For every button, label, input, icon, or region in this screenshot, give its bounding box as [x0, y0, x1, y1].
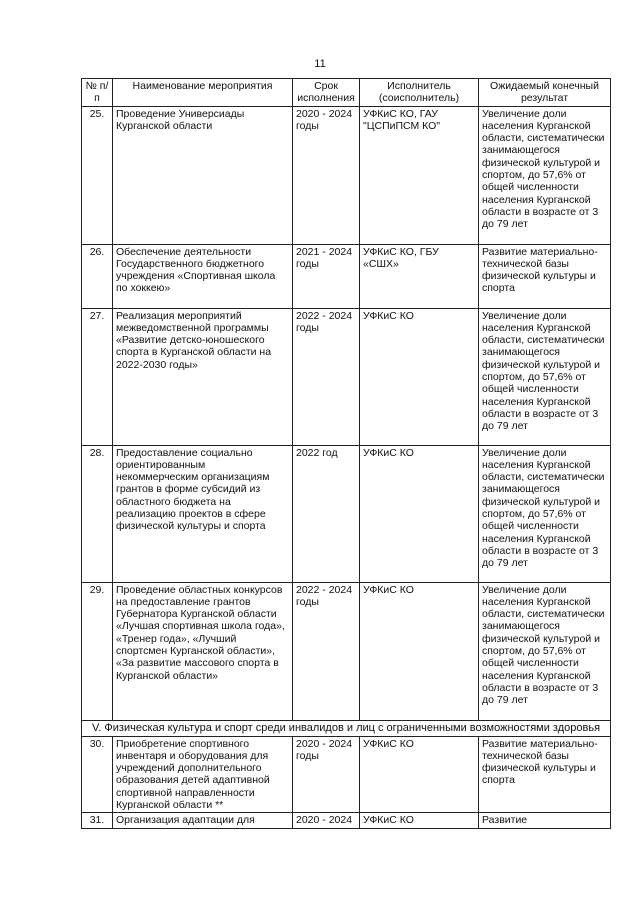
row-name: Предоставление социально ориентированным некоммерческим организациям грантов в форме субсидий из областного бюджета на реализацию проектов в сфере физической культуры и спорта	[113, 445, 293, 582]
row-num: 31.	[82, 813, 113, 828]
row-executor: УФКиС КО, ГБУ «СШХ»	[360, 244, 479, 308]
row-name: Реализация мероприятий межведомственной программы «Развитие детско-юношеского спорта в Курганской области на 2022-2030 годы»	[113, 308, 293, 445]
header-name: Наименование мероприятия	[113, 79, 293, 107]
measures-table	[81, 78, 611, 829]
table-row	[82, 308, 611, 445]
row-result: Увеличение доли населения Курганской области, систематически занимающегося физической культурой и спортом, до 57,6% от общей численности населения Курганской области в возрасте от 3 до 79 лет	[479, 445, 611, 582]
table-row	[82, 445, 611, 582]
row-result: Развитие	[479, 813, 611, 828]
header-term: Срок исполнения	[293, 79, 360, 107]
header-num: № п/п	[82, 79, 113, 107]
row-term: 2022 - 2024 годы	[293, 308, 360, 445]
row-name: Проведение Универсиады Курганской области	[113, 106, 293, 244]
row-executor: УФКиС КО	[360, 445, 479, 582]
row-num: 29.	[82, 582, 113, 720]
header-executor: Исполнитель (соисполнитель)	[360, 79, 479, 107]
row-result: Развитие материально-технической базы физической культуры и спорта	[479, 244, 611, 308]
table-header-row	[82, 79, 611, 107]
row-result: Увеличение доли населения Курганской области, систематически занимающегося физической культурой и спортом, до 57,6% от общей численности населения Курганской области в возрасте от 3 до 79 лет	[479, 106, 611, 244]
header-result: Ожидаемый конечный результат	[479, 79, 611, 107]
row-executor: УФКиС КО	[360, 813, 479, 828]
row-term: 2022 - 2024 годы	[293, 582, 360, 720]
row-term: 2020 - 2024 годы	[293, 106, 360, 244]
row-term: 2020 - 2024 годы	[293, 736, 360, 813]
row-num: 27.	[82, 308, 113, 445]
table-row	[82, 813, 611, 828]
table-row	[82, 106, 611, 244]
row-executor: УФКиС КО	[360, 308, 479, 445]
row-name: Организация адаптации для	[113, 813, 293, 828]
row-name: Приобретение спортивного инвентаря и оборудования для учреждений дополнительного образования детей адаптивной спортивной направленности Курганской области **	[113, 736, 293, 813]
row-num: 28.	[82, 445, 113, 582]
table-row	[82, 244, 611, 308]
section-row	[82, 720, 611, 736]
row-executor: УФКиС КО, ГАУ "ЦСПиПСМ КО"	[360, 106, 479, 244]
row-name: Обеспечение деятельности Государственного бюджетного учреждения «Спортивная школа по хоккею»	[113, 244, 293, 308]
row-name: Проведение областных конкурсов на предоставление грантов Губернатора Курганской области «Лучшая спортивная школа года», «Тренер года», «Лучший спортсмен Курганской области», «За развитие массового спорта в Курганской области»	[113, 582, 293, 720]
row-term: 2021 - 2024 годы	[293, 244, 360, 308]
row-result: Увеличение доли населения Курганской области, систематически занимающегося физической культурой и спортом, до 57,6% от общей численности населения Курганской области в возрасте от 3 до 79 лет	[479, 308, 611, 445]
row-term: 2020 - 2024	[293, 813, 360, 828]
row-num: 30.	[82, 736, 113, 813]
row-num: 25.	[82, 106, 113, 244]
table-row	[82, 582, 611, 720]
row-result: Развитие материально-технической базы физической культуры и спорта	[479, 736, 611, 813]
row-num: 26.	[82, 244, 113, 308]
row-result: Увеличение доли населения Курганской области, систематически занимающегося физической культурой и спортом, до 57,6% от общей численности населения Курганской области в возрасте от 3 до 79 лет	[479, 582, 611, 720]
table-row	[82, 736, 611, 813]
page-number: 11	[314, 58, 326, 70]
row-term: 2022 год	[293, 445, 360, 582]
section-title: V. Физическая культура и спорт среди инвалидов и лиц с ограниченными возможностями здоровья	[82, 720, 611, 736]
row-executor: УФКиС КО	[360, 582, 479, 720]
row-executor: УФКиС КО	[360, 736, 479, 813]
